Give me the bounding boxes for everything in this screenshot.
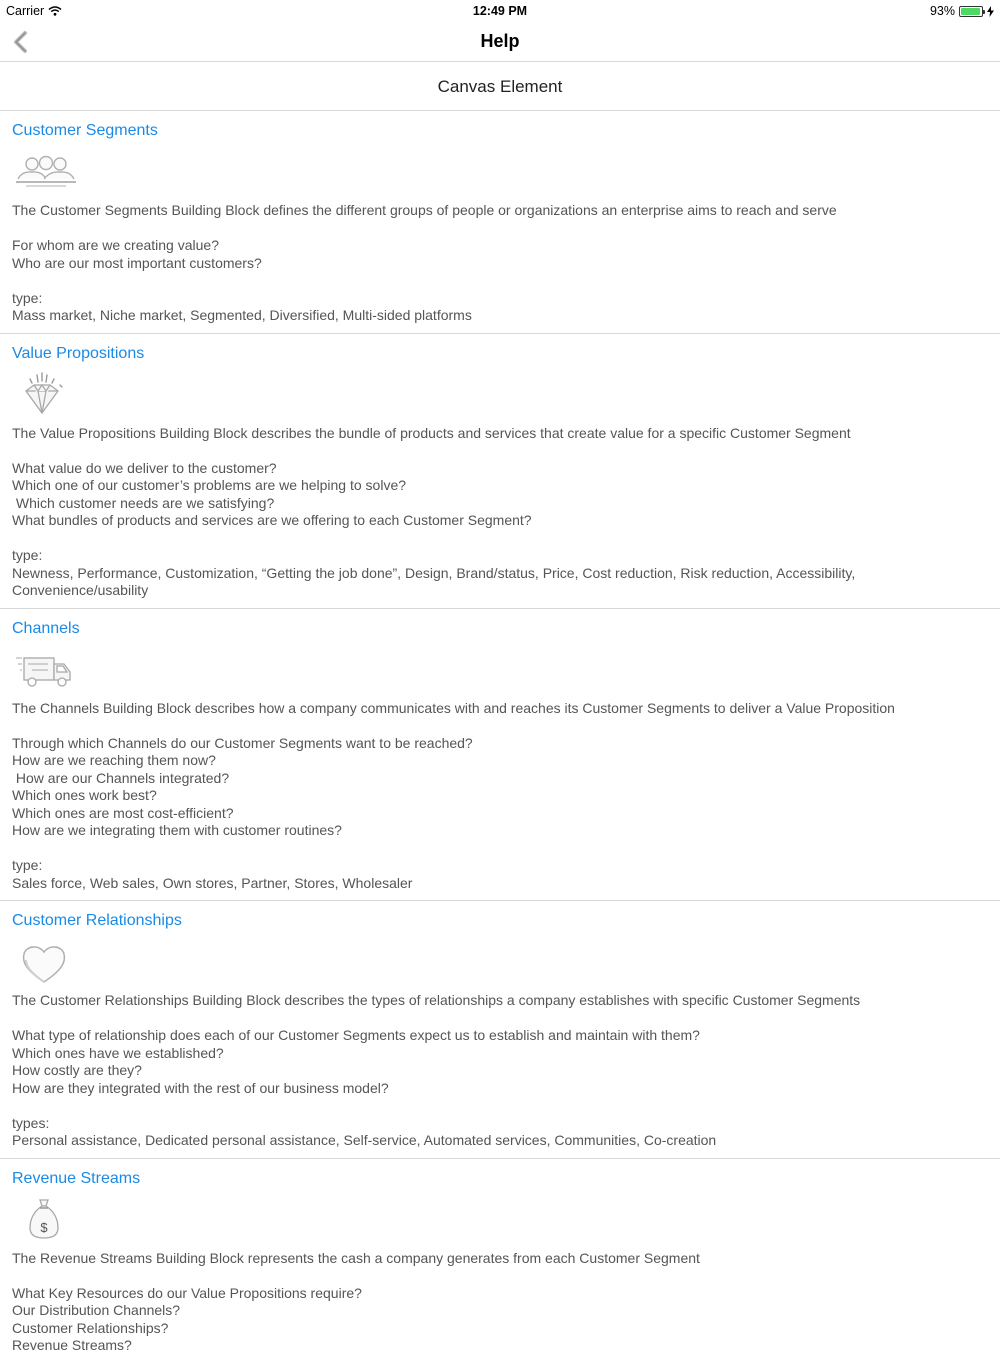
- help-item-channels: [0, 609, 1000, 902]
- item-description: The Value Propositions Building Block describes the bundle of products and services that create value for a specific Customer Segment: [12, 424, 851, 441]
- item-description: The Customer Relationships Building Block describes the types of relationships a company establishes with specific Customer Segments: [12, 992, 861, 1008]
- item-question: For whom are we creating value?: [12, 237, 219, 253]
- truck-icon: [12, 644, 78, 696]
- item-types: Personal assistance, Dedicated personal assistance, Self-service, Automated services, Communities, Co-creation: [12, 1132, 717, 1148]
- item-question: Which ones have we established?: [12, 1044, 224, 1061]
- item-question: How are they integrated with the rest of our business model?: [12, 1079, 389, 1096]
- help-item-customer-segments: [0, 111, 1000, 334]
- item-type-label: type:: [12, 289, 43, 306]
- item-types: Newness, Performance, Customization, “Getting the job done”, Design, Brand/status, Price, Cost reduction, Risk reduction, Accessibility, Convenience/usability: [12, 564, 856, 598]
- status-right: [930, 4, 994, 18]
- item-type-label: type:: [12, 547, 43, 563]
- item-title[interactable]: Customer Segments: [12, 122, 158, 139]
- item-question: What bundles of products and services are we offering to each Customer Segment?: [12, 512, 532, 528]
- item-question: Which ones are most cost-efficient?: [12, 804, 234, 821]
- charging-icon: [987, 6, 994, 17]
- battery-percent: 93%: [929, 4, 955, 18]
- money-bag-icon: [12, 1194, 78, 1246]
- navigation-bar: [0, 22, 1000, 62]
- item-question: How costly are they?: [12, 1062, 142, 1078]
- diamond-icon: [12, 369, 78, 421]
- item-question: Our Distribution Channels?: [12, 1302, 181, 1318]
- item-description: The Channels Building Block describes how a company communicates with and reaches its Customer Segments to deliver a Value Proposition: [12, 699, 895, 716]
- help-item-customer-relationships: [0, 901, 1000, 1159]
- item-title[interactable]: Revenue Streams: [12, 1169, 141, 1187]
- item-question: Which customer needs are we satisfying?: [12, 494, 275, 511]
- item-question: Who are our most important customers?: [12, 254, 262, 271]
- status-bar: [0, 0, 1000, 22]
- users-icon: [12, 146, 78, 198]
- item-description: The Customer Segments Building Block defines the different groups of people or organizations an enterprise aims to reach and serve: [12, 202, 837, 218]
- item-question: Customer Relationships?: [12, 1319, 169, 1336]
- battery-icon: [959, 6, 983, 17]
- item-type-label: type:: [12, 857, 43, 873]
- help-content: [0, 111, 1000, 1363]
- item-question: How are we integrating them with customer routines?: [12, 822, 342, 838]
- item-question: Which one of our customer’s problems are we helping to solve?: [12, 477, 407, 493]
- page-title: Help: [480, 31, 520, 51]
- dollar-symbol: $: [40, 1219, 48, 1235]
- item-types: Mass market, Niche market, Segmented, Diversified, Multi-sided platforms: [12, 307, 472, 323]
- item-question: What Key Resources do our Value Propositions require?: [12, 1284, 362, 1301]
- item-question: Through which Channels do our Customer Segments want to be reached?: [12, 734, 473, 751]
- item-title[interactable]: Channels: [12, 619, 80, 637]
- item-types: Sales force, Web sales, Own stores, Partner, Stores, Wholesaler: [12, 874, 413, 891]
- battery-level: [961, 8, 980, 15]
- help-item-revenue-streams: [0, 1159, 1000, 1363]
- item-question: How are our Channels integrated?: [12, 769, 230, 786]
- item-type-label: types:: [12, 1114, 50, 1131]
- section-header: Canvas Element: [0, 63, 1000, 111]
- item-title[interactable]: Value Propositions: [12, 344, 145, 362]
- item-title[interactable]: Customer Relationships: [12, 912, 182, 929]
- item-question: Revenue Streams?: [12, 1337, 132, 1353]
- item-question: How are we reaching them now?: [12, 752, 216, 768]
- carrier-label: Carrier: [6, 4, 45, 18]
- status-time: 12:49 PM: [472, 4, 528, 18]
- heart-icon: [12, 936, 78, 988]
- item-question: What value do we deliver to the customer?: [12, 459, 277, 476]
- help-item-value-propositions: [0, 334, 1000, 609]
- item-description: The Revenue Streams Building Block represents the cash a company generates from each Customer Segment: [12, 1249, 700, 1266]
- item-question: What type of relationship does each of our Customer Segments expect us to establish and maintain with them?: [12, 1027, 700, 1043]
- item-question: Which ones work best?: [12, 787, 157, 803]
